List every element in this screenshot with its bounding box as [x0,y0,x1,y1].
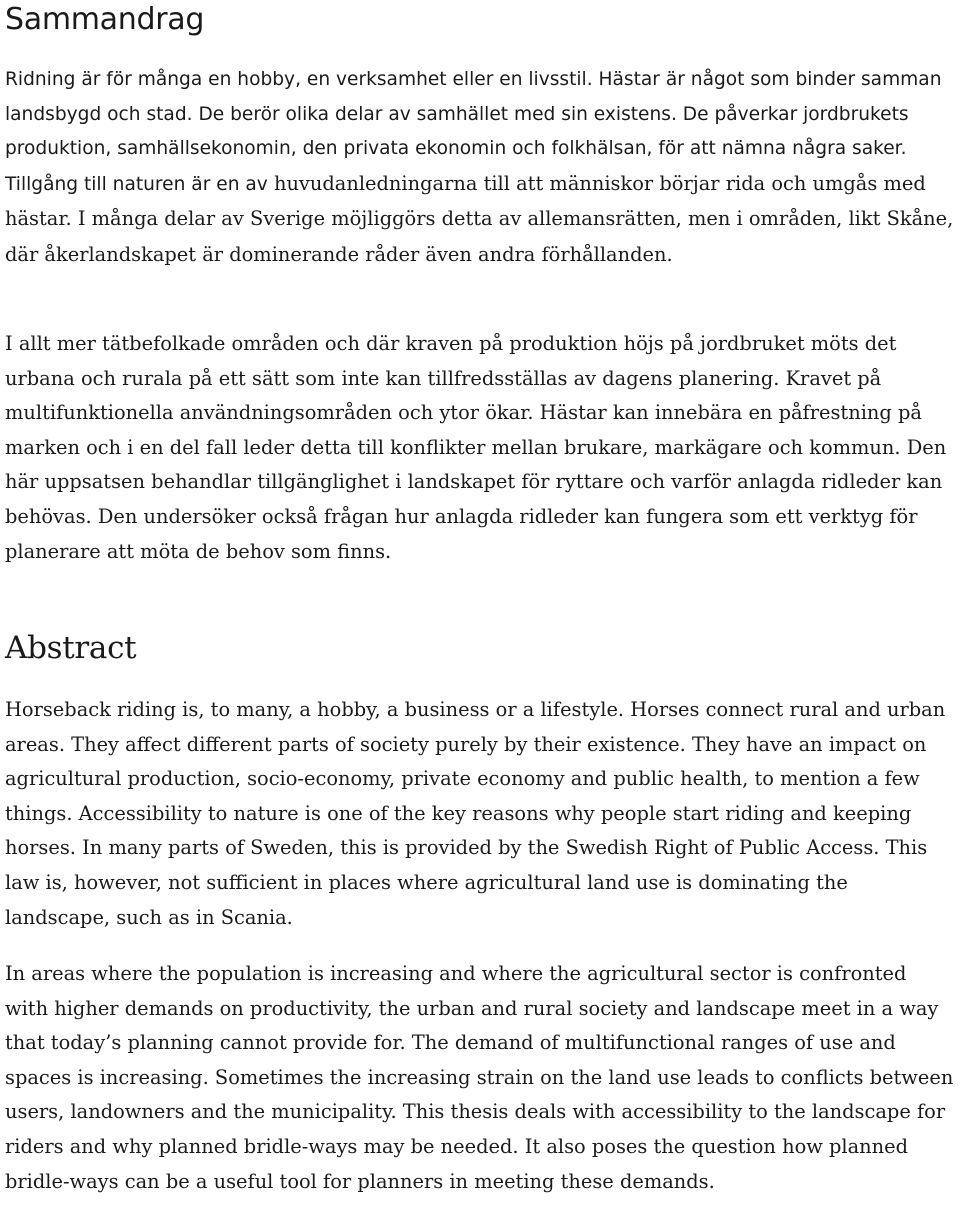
heading-sammandrag: Sammandrag [5,2,205,37]
heading-abstract: Abstract [5,630,137,666]
swedish-paragraph-1-part-a: Ridning är för många en hobby, en verksamhet eller en livsstil. Hästar är något som binder samman landsbygd och stad. De berör olika delar av samhället med sin existens. De påverkar jordbrukets produktion, samhällsekonomin, den privata ekonomin och folkhälsan, för att nämna några saker. Tillgång till naturen är en av [5,69,942,195]
english-paragraph-2: In areas where the population is increasing and where the agricultural sector is confronted with higher demands on productivity, the urban and rural society and landscape meet in a way that today’s planning cannot provide for. The demand of multifunctional ranges of use and spaces is increasing. Sometimes the increasing strain on the land use leads to conflicts between users, landowners and the municipality. This thesis deals with accessibility to the landscape for riders and why planned bridle-ways may be needed. It also poses the question how planned bridle-ways can be a useful tool for planners in meeting these demands. [5,962,954,1193]
swedish-paragraph-2: I allt mer tätbefolkade områden och där kraven på produktion höjs på jordbruket möts det urbana och rurala på ett sätt som inte kan tillfredsställas av dagens planering. Kravet på multifunktionella användningsområden och ytor ökar. Hästar kan innebära en påfrestning på marken och i en del fall leder detta till konflikter mellan brukare, markägare och kommun. Den här uppsatsen behandlar tillgänglighet i landskapet för ryttare och varför anlagda ridleder kan behövas. Den undersöker också frågan hur anlagda ridleder kan fungera som ett verktyg för planerare att möta de behov som finns. [5,332,947,563]
swedish-paragraph-1-part-b: huvudanledningarna till att människor börjar rida och umgås med hästar. I många delar av Sverige möjliggörs detta av allemansrätten, men i områden, likt Skåne, där åkerlandskapet är dominerande råder även andra förhållanden. [5,171,954,266]
english-paragraph-1: Horseback riding is, to many, a hobby, a business or a lifestyle. Horses connect rural and urban areas. They affect different parts of society purely by their existence. They have an impact on agricultural production, socio-economy, private economy and public health, to mention a few things. Accessibility to nature is one of the key reasons why people start riding and keeping horses. In many parts of Sweden, this is provided by the Swedish Right of Public Access. This law is, however, not sufficient in places where agricultural land use is dominating the landscape, such as in Scania. [5,698,946,929]
swedish-paragraph-1 [5,63,955,274]
